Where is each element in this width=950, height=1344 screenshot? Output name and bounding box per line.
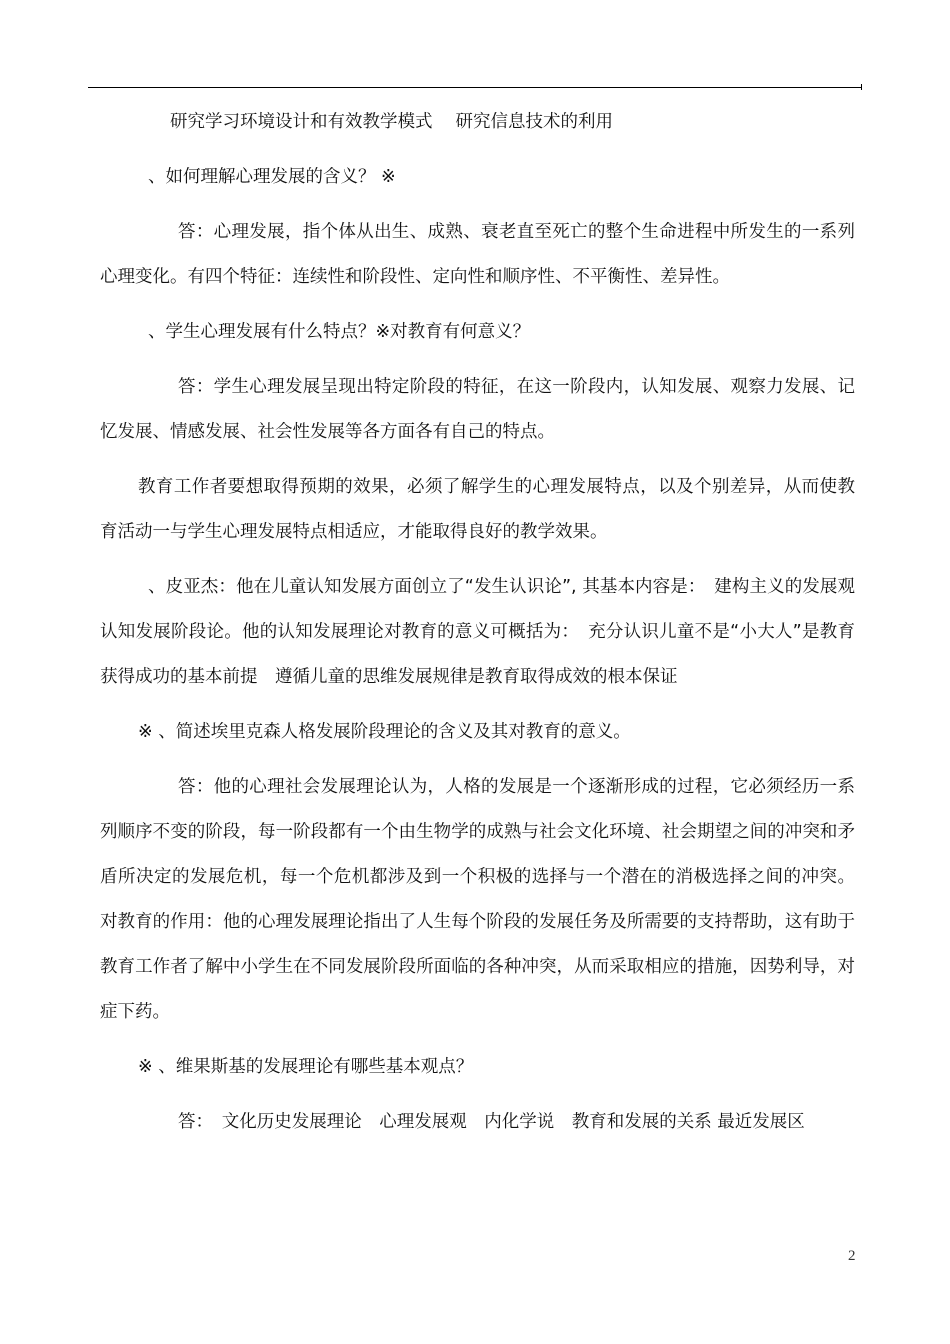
question-vygotsky: ※ 、维果斯基的发展理论有哪些基本观点？	[138, 1057, 474, 1077]
document-body	[100, 100, 873, 1145]
question-psych-development-meaning: 、如何理解心理发展的含义？ ※	[148, 167, 396, 187]
paragraph-research-topics: 研究学习环境设计和有效教学模式 研究信息技术的利用	[170, 112, 614, 132]
answer-student-development-features: 答：学生心理发展呈现出特定阶段的特征，在这一阶段内，认知发展、观察力发展、记忆发展、情感发展、社会性发展等各方面各有自己的特点。	[100, 377, 855, 442]
question-erikson: ※ 、简述埃里克森人格发展阶段理论的含义及其对教育的意义。	[138, 722, 631, 742]
answer-erikson: 答：他的心理社会发展理论认为，人格的发展是一个逐渐形成的过程，它必须经历一系列顺序不变的阶段，每一阶段都有一个由生物学的成熟与社会文化环境、社会期望之间的冲突和矛盾所决定的发展危机，每一个危机都涉及到一个积极的选择与一个潜在的消极选择之间的冲突。 对教育的作用：他的心理发展理论指出了人生每个阶段的发展任务及所需要的支持帮助，这有助于教育工作者了解中小学生在不同发展阶段所面临的各种冲突，从而采取相应的措施，因势利导，对症下药。	[100, 777, 855, 1022]
question-student-development-features: 、学生心理发展有什么特点？※对教育有何意义？	[148, 322, 531, 342]
paragraph-educator-note: 教育工作者要想取得预期的效果，必须了解学生的心理发展特点，以及个别差异，从而使教育活动一与学生心理发展特点相适应，才能取得良好的教学效果。	[100, 477, 855, 542]
paragraph-piaget: 、皮亚杰：他在儿童认知发展方面创立了“发生认识论”, 其基本内容是： 建构主义的发展观 认知发展阶段论。他的认知发展理论对教育的意义可概括为： 充分认识儿童不是“小大人”是教育获得成功的基本前提 遵循儿童的思维发展规律是教育取得成效的根本保证	[100, 577, 873, 687]
answer-psych-development-meaning: 答：心理发展，指个体从出生、成熟、衰老直至死亡的整个生命进程中所发生的一系列心理变化。有四个特征：连续性和阶段性、定向性和顺序性、不平衡性、差异性。	[100, 222, 855, 287]
answer-vygotsky: 答： 文化历史发展理论 心理发展观 内化学说 教育和发展的关系 最近发展区	[178, 1112, 805, 1132]
header-rule-tick	[861, 84, 862, 90]
page-number: 2	[848, 1248, 856, 1264]
header-rule	[88, 87, 862, 88]
